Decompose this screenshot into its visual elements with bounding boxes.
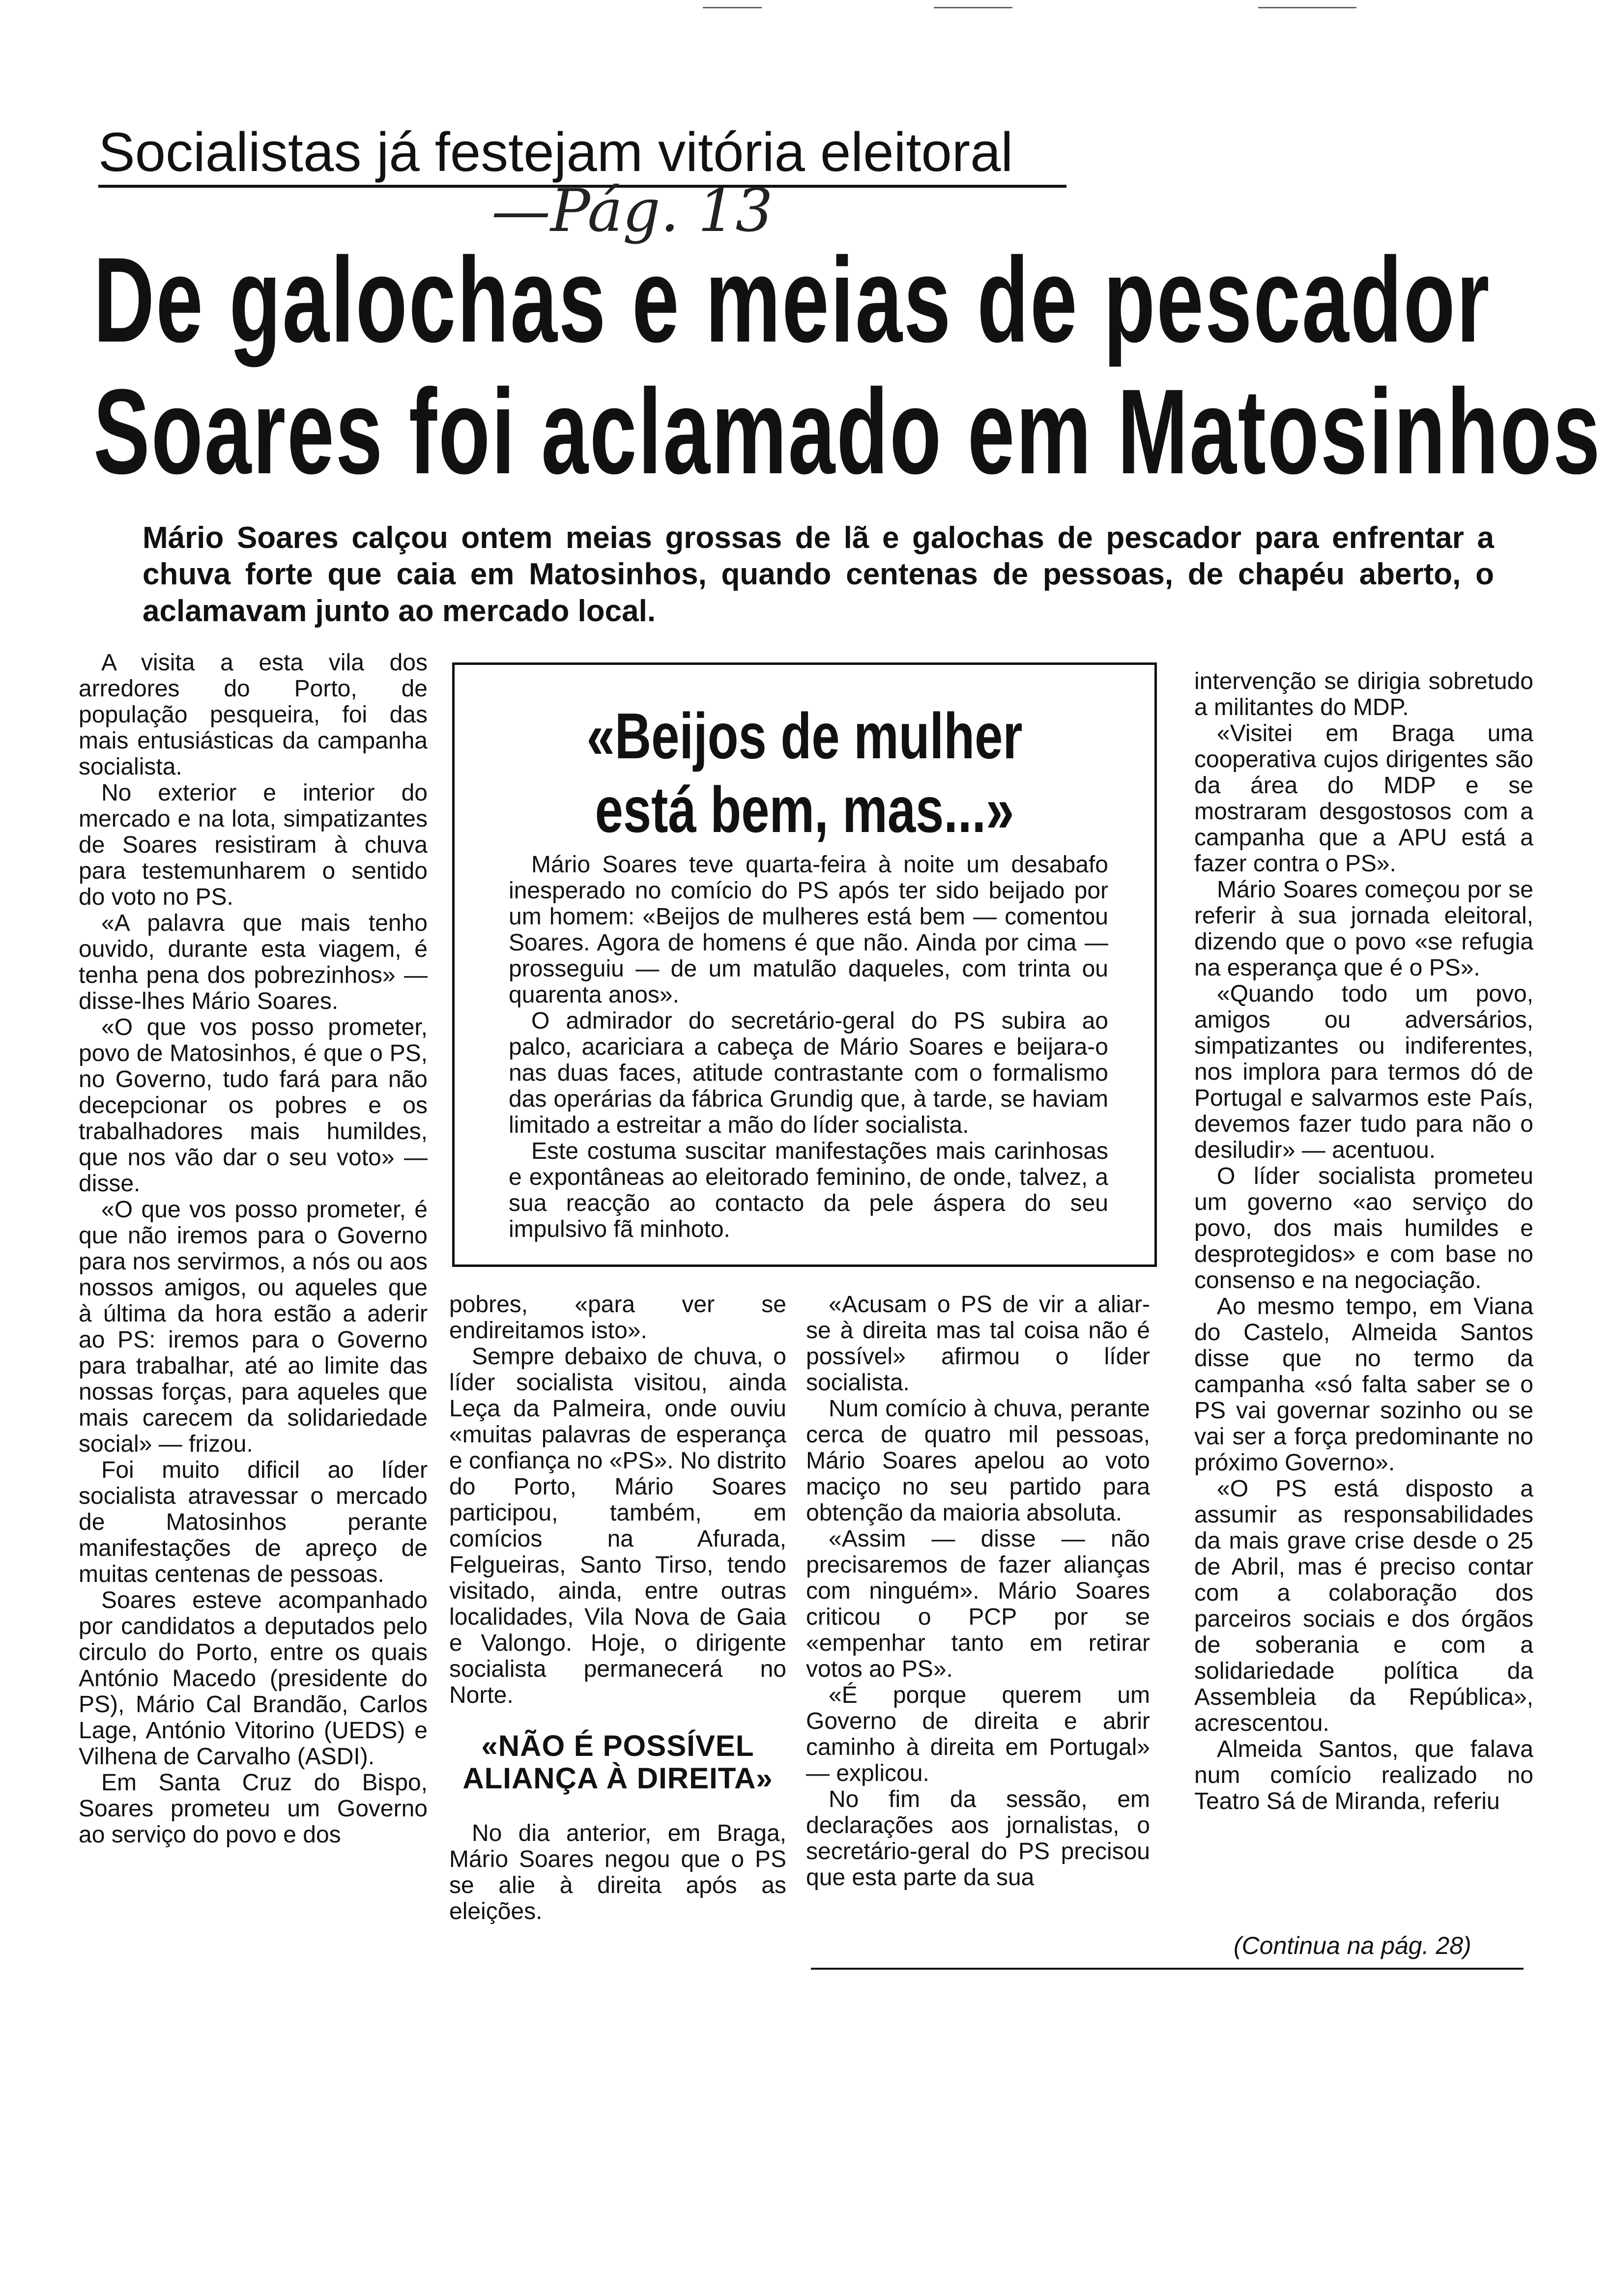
sidebar-box-body: [509, 852, 1108, 1242]
sidebar-box-title-line-2: está bem, mas...»: [595, 774, 1014, 846]
column-3: [806, 1292, 1150, 1891]
paragraph: «Visitei em Braga uma cooperativa cujos dirigentes são da área do MDP e se mostraram desgostosos com a campanha que a APU está a fazer contra o PS».: [1194, 720, 1533, 877]
column-2-continued: [449, 1820, 786, 1924]
paragraph: Foi muito dificil ao líder socialista atravessar o mercado de Matosinhos perante manifestações de apreço de muitas centenas de pessoas.: [79, 1457, 428, 1587]
paragraph: Sempre debaixo de chuva, o líder socialista visitou, ainda Leça da Palmeira, onde ouviu «muitas palavras de esperança e confiança no «PS». No distrito do Porto, Mário Soares participou, também, em comícios na Afurada, Felgueiras, Santo Tirso, tendo visitado, ainda, entre outras localidades, Vila Nova de Gaia e Valongo. Hoje, o dirigente socialista permanecerá no Norte.: [449, 1344, 786, 1708]
paragraph: «O que vos posso prometer, povo de Matosinhos, é que o PS, no Governo, tudo fará para não decepcionar os pobres e os trabalhadores mais humildes, que nos vão dar o seu voto» — disse.: [79, 1014, 428, 1197]
paragraph: «Acusam o PS de vir a aliar-se à direita mas tal coisa não é possível» afirmou o líder socialista.: [806, 1292, 1150, 1396]
paragraph: No exterior e interior do mercado e na lota, simpatizantes de Soares resistiram à chuva para testemunharem o sentido do voto no PS.: [79, 780, 428, 910]
handwritten-note: —Pág. 13: [491, 177, 773, 245]
paragraph: «Assim — disse — não precisaremos de fazer alianças com ninguém». Mário Soares criticou o PCP por se «empenhar tanto em retirar votos ao PS».: [806, 1526, 1150, 1682]
column-2: [449, 1292, 786, 1708]
paragraph: pobres, «para ver se endireitamos isto».: [449, 1292, 786, 1344]
paragraph: O admirador do secretário-geral do PS subira ao palco, acariciara a cabeça de Mário Soares e beijara-o nas duas faces, atitude contrastante com o formalismo das operárias da fábrica Grundig que, à tarde, se haviam limitado a estreitar a mão do líder socialista.: [509, 1008, 1108, 1138]
continuation-note: (Continua na pág. 28): [1234, 1932, 1471, 1959]
paragraph: Almeida Santos, que falava num comício realizado no Teatro Sá de Miranda, referiu: [1194, 1736, 1533, 1814]
sidebar-box-title-line-1: «Beijos de mulher: [586, 700, 1023, 772]
paragraph: No fim da sessão, em declarações aos jornalistas, o secretário-geral do PS precisou que esta parte da sua: [806, 1786, 1150, 1891]
paragraph: Mário Soares começou por se referir à sua jornada eleitoral, dizendo que o povo «se refugia na esperança que é o PS».: [1194, 877, 1533, 981]
column-1: [79, 650, 428, 1848]
kicker: Socialistas já festejam vitória eleitoral: [98, 121, 1013, 183]
paragraph: No dia anterior, em Braga, Mário Soares negou que o PS se alie à direita após as eleições.: [449, 1820, 786, 1924]
subheading: [449, 1730, 786, 1795]
sidebar-box-title: [532, 699, 1078, 847]
headline-line-1: De galochas e meias de pescador: [93, 232, 1491, 368]
scan-mark: [703, 7, 762, 8]
headline-line-2: Soares foi aclamado em Matosinhos: [93, 364, 1602, 499]
paragraph: Mário Soares teve quarta-feira à noite um desabafo inesperado no comício do PS após ter sido beijado por um homem: «Beijos de mulheres está bem — comentou Soares. Agora de homens é que não. Ainda por cima — prosseguiu — de um matulão daqueles, com trinta ou quarenta anos».: [509, 852, 1108, 1008]
paragraph: Ao mesmo tempo, em Viana do Castelo, Almeida Santos disse que no termo da campanha «só falta saber se o PS vai governar sozinho ou se vai ser a força predominante no próximo Governo».: [1194, 1293, 1533, 1476]
subheading-line-1: «NÃO É POSSÍVEL: [481, 1729, 754, 1762]
paragraph: Num comício à chuva, perante cerca de quatro mil pessoas, Mário Soares apelou ao voto maciço no seu partido para obtenção da maioria absoluta.: [806, 1396, 1150, 1526]
paragraph: intervenção se dirigia sobretudo a militantes do MDP.: [1194, 668, 1533, 720]
paragraph: Este costuma suscitar manifestações mais carinhosas e expontâneas ao eleitorado feminino, de onde, talvez, a sua reacção ao contacto da pele áspera do seu impulsivo fã minhoto.: [509, 1138, 1108, 1242]
paragraph: A visita a esta vila dos arredores do Porto, de população pesqueira, foi das mais entusiásticas da campanha socialista.: [79, 650, 428, 780]
paragraph: Soares esteve acompanhado por candidatos a deputados pelo circulo do Porto, entre os quais António Macedo (presidente do PS), Mário Cal Brandão, Carlos Lage, António Vitorino (UEDS) e Vilhena de Carvalho (ASDI).: [79, 1587, 428, 1770]
paragraph: «A palavra que mais tenho ouvido, durante esta viagem, é tenha pena dos pobrezinhos» — disse-lhes Mário Soares.: [79, 910, 428, 1014]
scan-mark: [934, 7, 1012, 8]
subheading-line-2: ALIANÇA À DIREITA»: [462, 1762, 773, 1795]
paragraph: «O que vos posso prometer, é que não iremos para o Governo para nos servirmos, a nós ou aos nossos amigos, ou aqueles que à última da hora estão a aderir ao PS: iremos para o Governo para trabalhar, até ao limite das nossas forças, para aqueles que mais carecem da solidariedade social» — frizou.: [79, 1197, 428, 1457]
paragraph: Em Santa Cruz do Bispo, Soares prometeu um Governo ao serviço do povo e dos: [79, 1770, 428, 1848]
sidebar-box: [452, 662, 1157, 1267]
paragraph: O líder socialista prometeu um governo «ao serviço do povo, dos mais humildes e desprotegidos» e com base no consenso e na negociação.: [1194, 1163, 1533, 1293]
column-4: [1194, 668, 1533, 1814]
scan-mark: [1258, 7, 1356, 8]
paragraph: «É porque querem um Governo de direita e abrir caminho à direita em Portugal» — explicou.: [806, 1682, 1150, 1786]
paragraph: «O PS está disposto a assumir as responsabilidades da mais grave crise desde o 25 de Abril, mas é preciso contar com a colaboração dos parceiros sociais e dos órgãos de soberania e com a solidariedade política da Assembleia da República», acrescentou.: [1194, 1476, 1533, 1736]
lead-paragraph: Mário Soares calçou ontem meias grossas de lã e galochas de pescador para enfrentar a chuva forte que caia em Matosinhos, quando centenas de pessoas, de chapéu aberto, o aclamavam junto ao mercado local.: [143, 521, 1494, 628]
bottom-rule: [811, 1968, 1524, 1970]
paragraph: «Quando todo um povo, amigos ou adversários, simpatizantes ou indiferentes, nos implora para termos dó de Portugal e salvarmos este País, devemos fazer tudo para não o desiludir» — acentuou.: [1194, 981, 1533, 1163]
